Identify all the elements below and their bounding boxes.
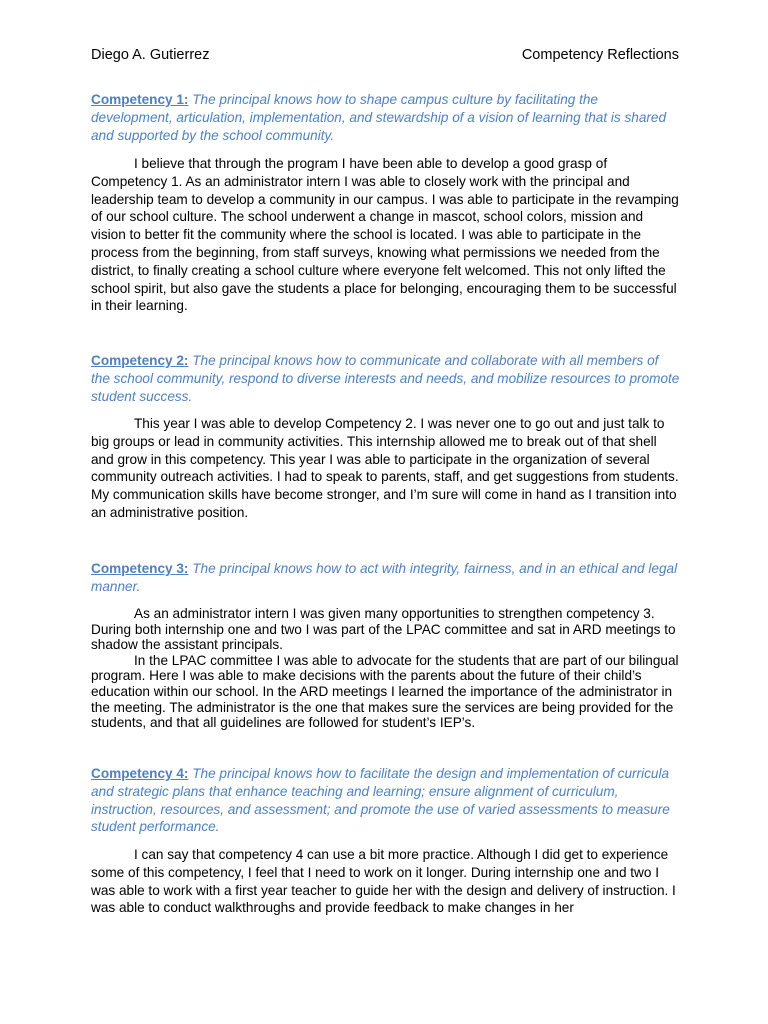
competency-3-statement — [91, 560, 681, 596]
page-header — [91, 46, 679, 64]
competency-1-reflection — [91, 155, 681, 315]
competency-1-label: Competency 1: — [91, 92, 189, 107]
competency-3-label: Competency 3: — [91, 561, 189, 576]
competency-2-label: Competency 2: — [91, 353, 189, 368]
competency-4-reflection — [91, 846, 681, 917]
competency-3-text: The principal knows how to act with integrity, fairness, and in an ethical and legal manner. — [91, 561, 678, 594]
reflection-paragraph: In the LPAC committee I was able to advocate for the students that are part of our bilingual program. Here I was able to make decisions with the parents about the future of their child’s education within our school. In the ARD meetings I learned the importance of the administrator in the meeting. The administrator is the one that makes sure the services are being provided for the students, and that all guidelines are followed for student’s IEP’s. — [91, 652, 679, 731]
reflection-paragraph: This year I was able to develop Competency 2. I was never one to go out and just talk to big groups or lead in community activities. This internship allowed me to break out of that shell and grow in this competency. This year I was able to participate in the organization of several community outreach activities. I had to speak to parents, staff, and get suggestions from students. My communication skills have become stronger, and I’m sure will come in hand as I transition into an administrative position. — [91, 416, 679, 520]
reflection-paragraph: As an administrator intern I was given many opportunities to strengthen competency 3. During both internship one and two I was part of the LPAC committee and sat in ARD meetings to shadow the assistant principals. — [91, 606, 676, 653]
author-name: Diego A. Gutierrez — [91, 47, 210, 63]
competency-1-text: The principal knows how to shape campus culture by facilitating the development, articulation, implementation, and stewardship of a vision of learning that is shared and supported by the school community. — [91, 92, 667, 143]
competency-2-text: The principal knows how to communicate and collaborate with all members of the school community, respond to diverse interests and needs, and mobilize resources to promote student success. — [91, 353, 680, 404]
competency-2-reflection — [91, 415, 681, 522]
competency-4-text: The principal knows how to facilitate the design and implementation of curricula and strategic plans that enhance teaching and learning; ensure alignment of curriculum, instruction, resources, and assessment; and promote the use of varied assessments to measure student performance. — [91, 766, 670, 835]
competency-4-statement — [91, 765, 681, 836]
competency-3-reflection — [91, 606, 681, 731]
reflection-paragraph: I believe that through the program I have been able to develop a good grasp of Competency 1. As an administrator intern I was able to closely work with the principal and leadership team to develop a community in our campus. I was able to participate in the revamping of our school culture. The school underwent a change in mascot, school colors, mission and vision to better fit the community where the school is located. I was able to participate in the process from the beginning, from staff surveys, knowing what permissions we needed from the district, to finally creating a school culture where everyone felt welcomed. This not only lifted the school spirit, but also gave the students a place for belonging, encouraging them to be successful in their learning. — [91, 156, 679, 314]
reflection-paragraph: I can say that competency 4 can use a bit more practice. Although I did get to experience some of this competency, I feel that I need to work on it longer. During internship one and two I was able to work with a first year teacher to guide her with the design and delivery of instruction. I was able to conduct walkthroughs and provide feedback to make changes in her — [91, 847, 676, 916]
competency-4-label: Competency 4: — [91, 766, 189, 781]
competency-2-statement — [91, 352, 681, 405]
competency-1-statement — [91, 91, 681, 144]
document-title: Competency Reflections — [521, 47, 679, 63]
